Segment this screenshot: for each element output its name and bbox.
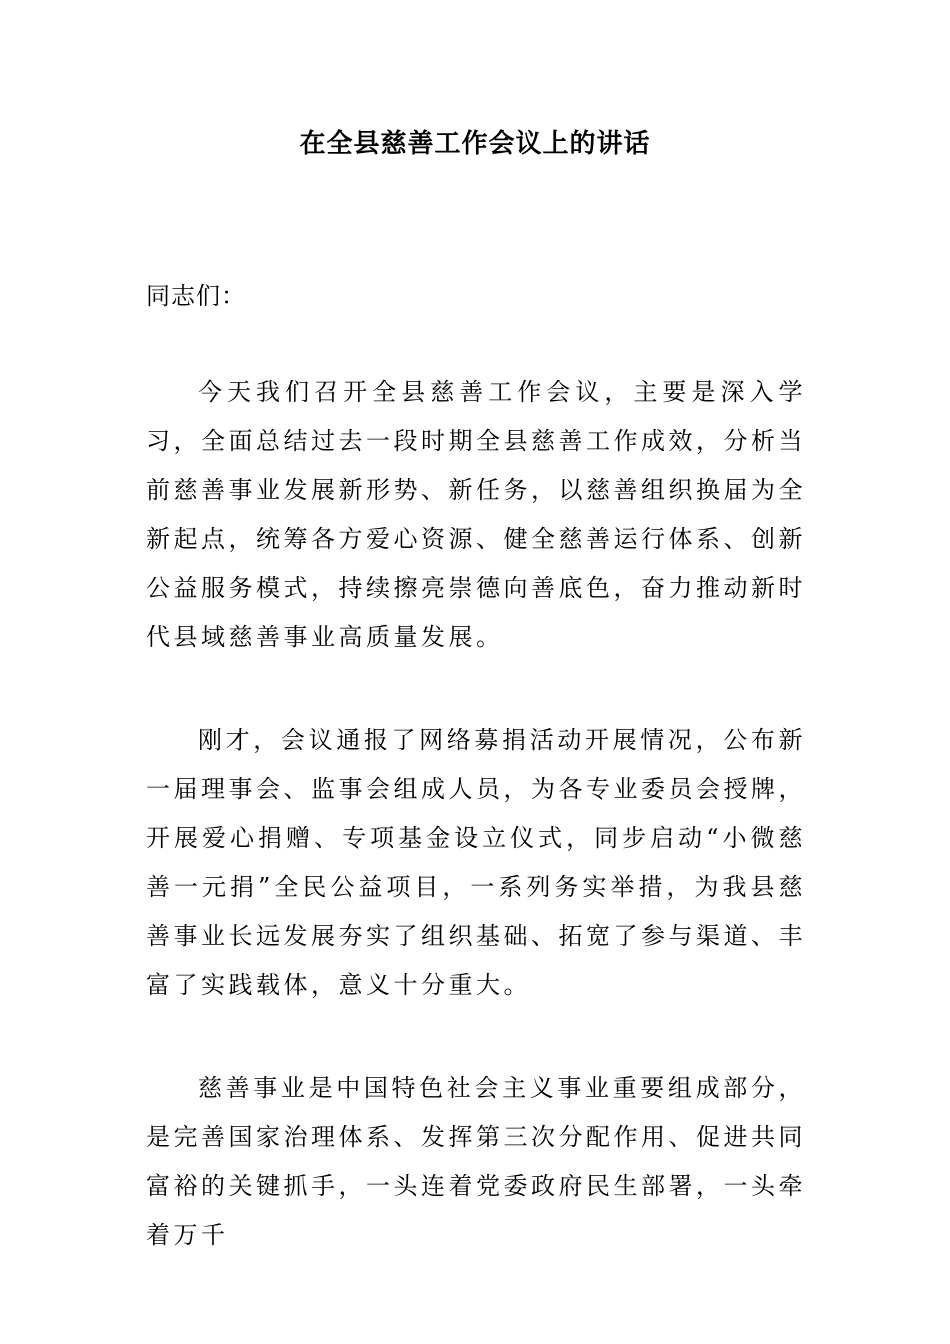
- paragraph-3: 慈善事业是中国特色社会主义事业重要组成部分，是完善国家治理体系、发挥第三次分配作用、促进共同富裕的关键抓手，一头连着党委政府民生部署，一头牵着万千: [146, 1074, 806, 1249]
- paragraph-2: 刚才，会议通报了网络募捐活动开展情况，公布新一届理事会、监事会组成人员，为各专业委员会授牌，开展爱心捐赠、专项基金设立仪式，同步启动“小微慈善一元捐”全民公益项目，一系列务实举措，为我县慈善事业长远发展夯实了组织基础、拓宽了参与渠道、丰富了实践载体，意义十分重大。: [146, 726, 806, 999]
- document-title: 在全县慈善工作会议上的讲话: [299, 129, 651, 159]
- paragraph-1: 今天我们召开全县慈善工作会议，主要是深入学习，全面总结过去一段时期全县慈善工作成效，分析当前慈善事业发展新形势、新任务，以慈善组织换届为全新起点，统筹各方爱心资源、健全慈善运行体系、创新公益服务模式，持续擦亮崇德向善底色，奋力推动新时代县域慈善事业高质量发展。: [146, 378, 806, 651]
- salutation: 同志们：: [146, 282, 246, 310]
